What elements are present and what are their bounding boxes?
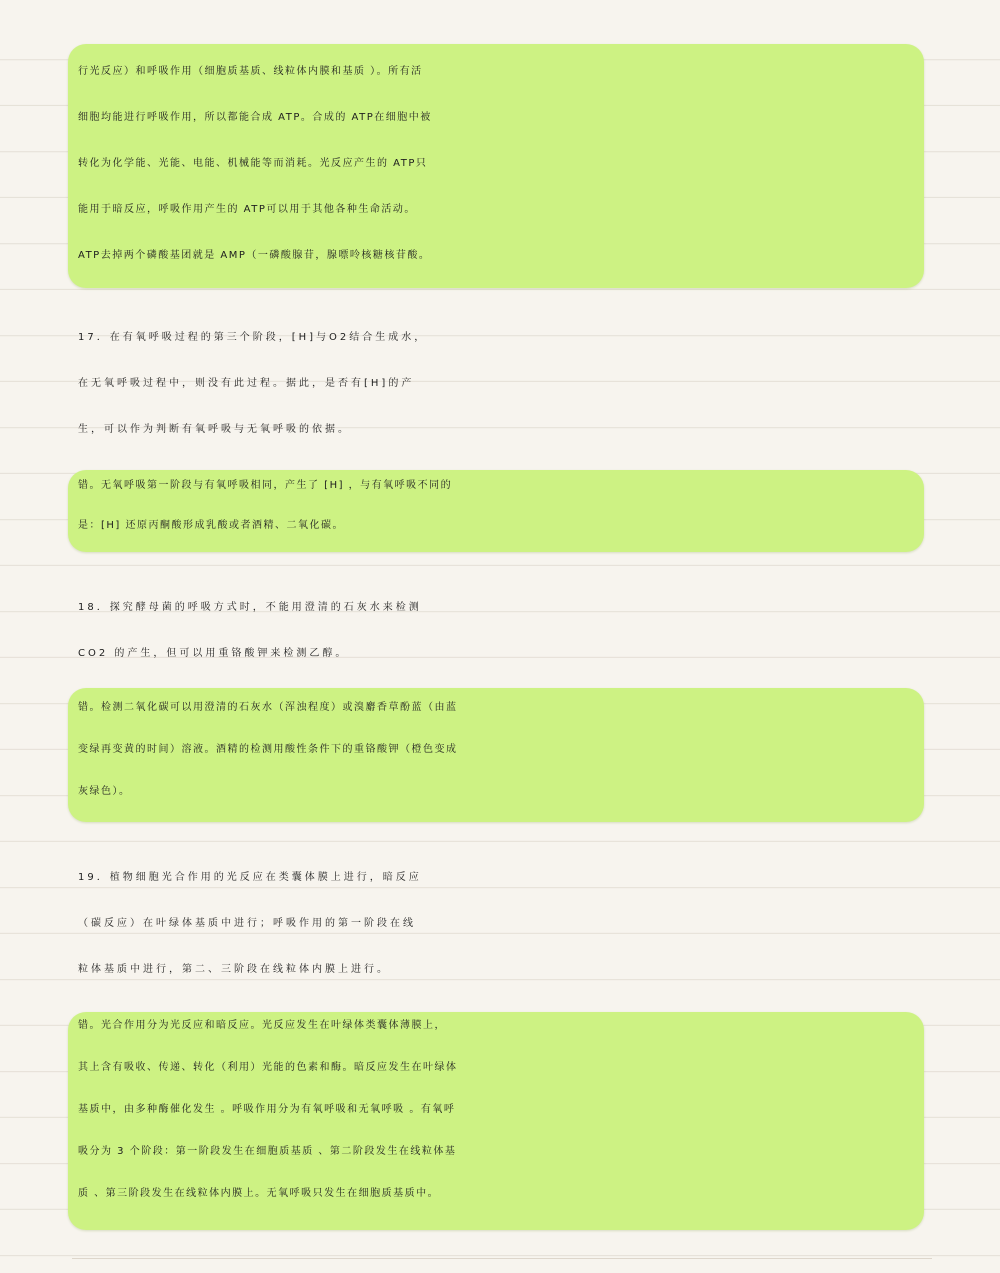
question-line: 18．探究酵母菌的呼吸方式时，不能用澄清的石灰水来检测 xyxy=(78,602,422,613)
text-line: 其上含有吸收、传递、转化（利用）光能的色素和酶。暗反应发生在叶绿体 xyxy=(78,1062,458,1073)
text-line: 错。无氧呼吸第一阶段与有氧呼吸相同，产生了 [H] ，与有氧呼吸不同的 xyxy=(78,480,453,491)
text-line: 能用于暗反应，呼吸作用产生的 ATP可以用于其他各种生命活动。 xyxy=(78,204,416,215)
question-line: 粒体基质中进行，第二、三阶段在线粒体内膜上进行。 xyxy=(78,964,390,975)
question-line: 生，可以作为判断有氧呼吸与无氧呼吸的依据。 xyxy=(78,424,351,435)
text-line: 基质中，由多种酶催化发生 。呼吸作用分为有氧呼吸和无氧呼吸 。有氧呼 xyxy=(78,1104,456,1115)
text-line: 细胞均能进行呼吸作用，所以都能合成 ATP。合成的 ATP在细胞中被 xyxy=(78,112,432,123)
divider xyxy=(72,1258,932,1259)
text-line: 转化为化学能、光能、电能、机械能等而消耗。光反应产生的 ATP只 xyxy=(78,158,428,169)
text-line: 行光反应）和呼吸作用（细胞质基质、线粒体内膜和基质 ）。所有活 xyxy=(78,66,423,77)
text-line: 灰绿色）。 xyxy=(78,786,131,797)
question-line: 在无氧呼吸过程中，则没有此过程。据此，是否有[H]的产 xyxy=(78,378,415,389)
question-line: CO2 的产生，但可以用重铬酸钾来检测乙醇。 xyxy=(78,648,349,659)
text-line: 吸分为 3 个阶段：第一阶段发生在细胞质基质 、第二阶段发生在线粒体基 xyxy=(78,1146,457,1157)
text-line: 是：[H] 还原丙酮酸形成乳酸或者酒精、二氧化碳。 xyxy=(78,520,345,531)
text-line: ATP去掉两个磷酸基团就是 AMP（一磷酸腺苷，腺嘌呤核糖核苷酸。 xyxy=(78,250,431,261)
text-line: 变绿再变黄的时间）溶液。酒精的检测用酸性条件下的重铬酸钾（橙色变成 xyxy=(78,744,458,755)
question-line: 19．植物细胞光合作用的光反应在类囊体膜上进行，暗反应 xyxy=(78,872,422,883)
text-line: 错。检测二氧化碳可以用澄清的石灰水（浑浊程度）或溴麝香草酚蓝（由蓝 xyxy=(78,702,458,713)
text-line: 错。光合作用分为光反应和暗反应。光反应发生在叶绿体类囊体薄膜上， xyxy=(78,1020,446,1031)
question-line: 17．在有氧呼吸过程的第三个阶段，[H]与O2结合生成水， xyxy=(78,332,428,343)
text-line: 质 、第三阶段发生在线粒体内膜上。无氧呼吸只发生在细胞质基质中。 xyxy=(78,1188,440,1199)
question-line: （碳反应）在叶绿体基质中进行；呼吸作用的第一阶段在线 xyxy=(78,918,416,929)
